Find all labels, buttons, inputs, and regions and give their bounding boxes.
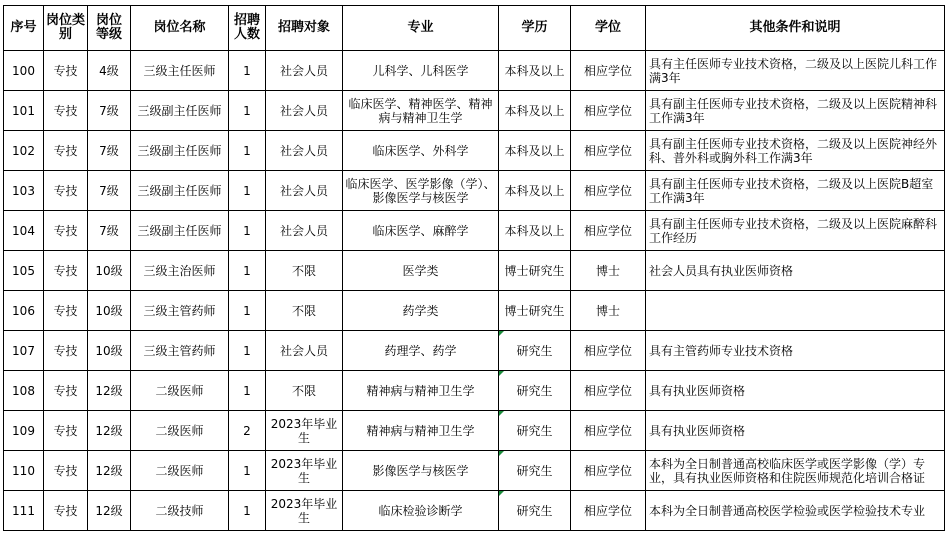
cell-target: 社会人员 — [266, 211, 343, 251]
cell-notes: 本科为全日制普通高校临床医学或医学影像（学）专业，具有执业医师资格和住院医师规范化培训合格证 — [646, 451, 945, 491]
header-major: 专业 — [343, 6, 499, 51]
cell-notes: 具有执业医师资格 — [646, 411, 945, 451]
table-row — [4, 291, 945, 331]
cell-seq: 102 — [4, 131, 44, 171]
cell-count: 1 — [229, 91, 266, 131]
cell-count: 1 — [229, 371, 266, 411]
cell-target: 不限 — [266, 371, 343, 411]
header-name: 岗位名称 — [131, 6, 229, 51]
cell-notes: 具有副主任医师专业技术资格，二级及以上医院神经外科、普外科或胸外科工作满3年 — [646, 131, 945, 171]
cell-education: 本科及以上 — [499, 171, 571, 211]
cell-position-name: 二级技师 — [131, 491, 229, 531]
cell-degree: 相应学位 — [571, 411, 646, 451]
table-row — [4, 451, 945, 491]
cell-major: 影像医学与核医学 — [343, 451, 499, 491]
header-notes: 其他条件和说明 — [646, 6, 945, 51]
cell-target: 2023年毕业生 — [266, 451, 343, 491]
cell-level: 10级 — [88, 251, 131, 291]
cell-education: 研究生 — [499, 411, 571, 451]
cell-category: 专技 — [44, 411, 88, 451]
cell-major: 药学类 — [343, 291, 499, 331]
cell-position-name: 三级副主任医师 — [131, 131, 229, 171]
cell-position-name: 三级副主任医师 — [131, 211, 229, 251]
cell-target: 社会人员 — [266, 131, 343, 171]
cell-category: 专技 — [44, 291, 88, 331]
table-row — [4, 251, 945, 291]
cell-seq: 107 — [4, 331, 44, 371]
cell-position-name: 三级主治医师 — [131, 251, 229, 291]
cell-category: 专技 — [44, 171, 88, 211]
cell-target: 不限 — [266, 291, 343, 331]
cell-position-name: 三级副主任医师 — [131, 91, 229, 131]
cell-position-name: 三级主管药师 — [131, 291, 229, 331]
cell-degree: 相应学位 — [571, 91, 646, 131]
cell-level: 7级 — [88, 131, 131, 171]
cell-position-name: 三级主任医师 — [131, 51, 229, 91]
cell-major: 临床医学、医学影像（学）、影像医学与核医学 — [343, 171, 499, 211]
cell-degree: 博士 — [571, 291, 646, 331]
cell-count: 1 — [229, 251, 266, 291]
cell-education: 本科及以上 — [499, 211, 571, 251]
cell-degree: 相应学位 — [571, 131, 646, 171]
cell-education: 本科及以上 — [499, 51, 571, 91]
cell-category: 专技 — [44, 251, 88, 291]
cell-target: 社会人员 — [266, 171, 343, 211]
cell-category: 专技 — [44, 451, 88, 491]
cell-count: 1 — [229, 211, 266, 251]
cell-notes — [646, 291, 945, 331]
cell-notes: 具有副主任医师专业技术资格，二级及以上医院精神科工作满3年 — [646, 91, 945, 131]
cell-major: 精神病与精神卫生学 — [343, 371, 499, 411]
cell-education: 研究生 — [499, 491, 571, 531]
table-row — [4, 211, 945, 251]
cell-notes: 本科为全日制普通高校医学检验或医学检验技术专业 — [646, 491, 945, 531]
cell-seq: 106 — [4, 291, 44, 331]
cell-seq: 110 — [4, 451, 44, 491]
cell-major: 药理学、药学 — [343, 331, 499, 371]
cell-seq: 100 — [4, 51, 44, 91]
cell-level: 12级 — [88, 491, 131, 531]
table-row — [4, 371, 945, 411]
header-degree: 学位 — [571, 6, 646, 51]
cell-position-name: 三级主管药师 — [131, 331, 229, 371]
cell-position-name: 二级医师 — [131, 411, 229, 451]
cell-count: 1 — [229, 131, 266, 171]
cell-major: 临床医学、精神医学、精神病与精神卫生学 — [343, 91, 499, 131]
cell-count: 1 — [229, 491, 266, 531]
cell-count: 1 — [229, 291, 266, 331]
cell-count: 1 — [229, 51, 266, 91]
cell-category: 专技 — [44, 131, 88, 171]
cell-major: 儿科学、儿科医学 — [343, 51, 499, 91]
cell-category: 专技 — [44, 331, 88, 371]
cell-seq: 101 — [4, 91, 44, 131]
cell-degree: 相应学位 — [571, 371, 646, 411]
cell-level: 7级 — [88, 211, 131, 251]
header-education: 学历 — [499, 6, 571, 51]
cell-seq: 103 — [4, 171, 44, 211]
cell-notes: 具有副主任医师专业技术资格，二级及以上医院麻醉科工作经历 — [646, 211, 945, 251]
table-row — [4, 411, 945, 451]
cell-count: 1 — [229, 331, 266, 371]
cell-level: 7级 — [88, 91, 131, 131]
cell-level: 4级 — [88, 51, 131, 91]
cell-position-name: 二级医师 — [131, 371, 229, 411]
table-row — [4, 171, 945, 211]
cell-notes: 具有执业医师资格 — [646, 371, 945, 411]
header-category: 岗位类别 — [44, 6, 88, 51]
cell-seq: 111 — [4, 491, 44, 531]
cell-education: 研究生 — [499, 371, 571, 411]
cell-education: 本科及以上 — [499, 131, 571, 171]
cell-category: 专技 — [44, 91, 88, 131]
cell-degree: 相应学位 — [571, 211, 646, 251]
cell-target: 社会人员 — [266, 51, 343, 91]
table-row — [4, 331, 945, 371]
table-row — [4, 91, 945, 131]
cell-seq: 104 — [4, 211, 44, 251]
cell-target: 2023年毕业生 — [266, 491, 343, 531]
cell-education: 研究生 — [499, 331, 571, 371]
cell-target: 社会人员 — [266, 91, 343, 131]
cell-major: 医学类 — [343, 251, 499, 291]
cell-notes: 具有主管药师专业技术资格 — [646, 331, 945, 371]
cell-degree: 相应学位 — [571, 51, 646, 91]
header-row — [4, 6, 945, 51]
cell-target: 2023年毕业生 — [266, 411, 343, 451]
cell-notes: 具有副主任医师专业技术资格，二级及以上医院B超室工作满3年 — [646, 171, 945, 211]
cell-degree: 相应学位 — [571, 171, 646, 211]
cell-category: 专技 — [44, 491, 88, 531]
cell-category: 专技 — [44, 51, 88, 91]
cell-target: 不限 — [266, 251, 343, 291]
header-count: 招聘人数 — [229, 6, 266, 51]
cell-degree: 博士 — [571, 251, 646, 291]
cell-category: 专技 — [44, 371, 88, 411]
cell-category: 专技 — [44, 211, 88, 251]
cell-education: 研究生 — [499, 451, 571, 491]
cell-target: 社会人员 — [266, 331, 343, 371]
cell-education: 博士研究生 — [499, 291, 571, 331]
cell-level: 12级 — [88, 451, 131, 491]
cell-major: 精神病与精神卫生学 — [343, 411, 499, 451]
cell-notes: 社会人员具有执业医师资格 — [646, 251, 945, 291]
cell-count: 2 — [229, 411, 266, 451]
table-row — [4, 131, 945, 171]
cell-level: 12级 — [88, 411, 131, 451]
cell-level: 10级 — [88, 291, 131, 331]
cell-position-name: 二级医师 — [131, 451, 229, 491]
cell-major: 临床医学、外科学 — [343, 131, 499, 171]
cell-education: 本科及以上 — [499, 91, 571, 131]
cell-position-name: 三级副主任医师 — [131, 171, 229, 211]
cell-count: 1 — [229, 171, 266, 211]
cell-degree: 相应学位 — [571, 331, 646, 371]
cell-seq: 109 — [4, 411, 44, 451]
table-row — [4, 51, 945, 91]
cell-count: 1 — [229, 451, 266, 491]
cell-seq: 108 — [4, 371, 44, 411]
header-level: 岗位等级 — [88, 6, 131, 51]
recruitment-table — [3, 5, 945, 531]
header-target: 招聘对象 — [266, 6, 343, 51]
cell-education: 博士研究生 — [499, 251, 571, 291]
cell-degree: 相应学位 — [571, 491, 646, 531]
cell-level: 10级 — [88, 331, 131, 371]
cell-major: 临床医学、麻醉学 — [343, 211, 499, 251]
cell-level: 12级 — [88, 371, 131, 411]
cell-level: 7级 — [88, 171, 131, 211]
cell-notes: 具有主任医师专业技术资格，二级及以上医院儿科工作满3年 — [646, 51, 945, 91]
table-row — [4, 491, 945, 531]
cell-major: 临床检验诊断学 — [343, 491, 499, 531]
cell-degree: 相应学位 — [571, 451, 646, 491]
cell-seq: 105 — [4, 251, 44, 291]
header-seq: 序号 — [4, 6, 44, 51]
